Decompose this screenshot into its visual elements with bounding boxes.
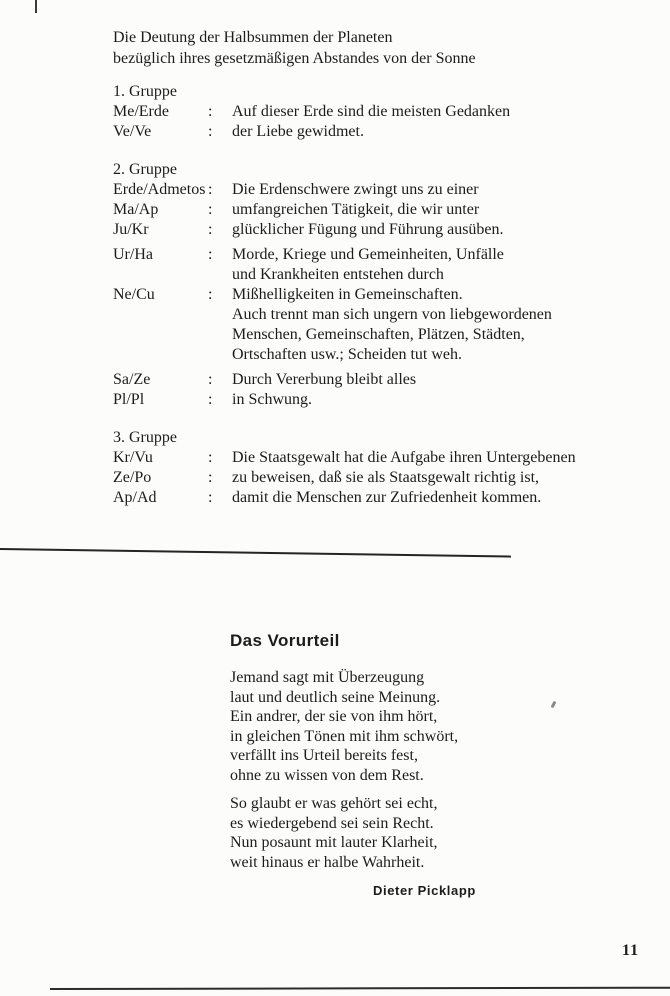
description-cell bbox=[232, 102, 658, 122]
group-label: 1. Gruppe bbox=[113, 83, 177, 100]
colon-cell: : bbox=[208, 371, 213, 388]
table-row bbox=[113, 102, 658, 122]
description-line: Die Staatsgewalt hat die Aufgabe ihren Untergebenen bbox=[232, 449, 576, 466]
group-block bbox=[113, 245, 658, 365]
poem-stanza bbox=[230, 668, 560, 785]
description-line: damit die Menschen zur Zufriedenheit kommen. bbox=[232, 489, 542, 506]
scan-artifact-tick bbox=[35, 0, 37, 13]
poem-author: Dieter Picklapp bbox=[373, 883, 476, 898]
description-cell bbox=[232, 488, 658, 508]
table-row bbox=[113, 122, 658, 142]
colon-cell: : bbox=[208, 221, 213, 238]
term-cell: Ze/Po bbox=[113, 469, 152, 486]
group-block bbox=[113, 448, 658, 508]
description-line: glücklicher Fügung und Führung ausüben. bbox=[232, 221, 504, 238]
description-cell bbox=[232, 285, 658, 365]
page-number: 11 bbox=[622, 942, 640, 959]
interpretation-group bbox=[113, 159, 658, 410]
term-cell: Ve/Ve bbox=[113, 123, 152, 140]
term-cell: Ap/Ad bbox=[113, 489, 157, 506]
group-label: 3. Gruppe bbox=[113, 429, 177, 446]
term-cell: Erde/Admetos bbox=[113, 181, 206, 198]
description-line: der Liebe gewidmet. bbox=[232, 123, 364, 140]
group-label: 2. Gruppe bbox=[113, 161, 177, 178]
poem-section bbox=[230, 630, 560, 898]
interpretation-group bbox=[113, 81, 658, 142]
interpretation-group bbox=[113, 427, 658, 508]
description-cell bbox=[232, 390, 658, 410]
colon-cell: : bbox=[208, 489, 213, 506]
colon-cell: : bbox=[208, 201, 213, 218]
poem-line: Nun posaunt mit lauter Klarheit, bbox=[230, 834, 438, 851]
table-row bbox=[113, 245, 658, 285]
table-row bbox=[113, 220, 658, 240]
page-bottom-edge-line bbox=[50, 987, 670, 990]
poem-title: Das Vorurteil bbox=[230, 631, 340, 650]
description-cell bbox=[232, 468, 658, 488]
description-cell bbox=[232, 122, 658, 142]
poem-line: weit hinaus er halbe Wahrheit. bbox=[230, 853, 425, 871]
poem-line: laut und deutlich seine Meinung. bbox=[230, 688, 441, 706]
group-block bbox=[113, 180, 658, 240]
interpretation-groups bbox=[113, 81, 658, 508]
colon-cell: : bbox=[208, 469, 213, 486]
table-row bbox=[113, 180, 658, 200]
term-cell: Sa/Ze bbox=[113, 371, 151, 388]
term-cell: Ne/Cu bbox=[113, 286, 155, 303]
group-block bbox=[113, 370, 658, 410]
description-line: Menschen, Gemeinschaften, Plätzen, Städten, bbox=[232, 326, 525, 343]
description-cell bbox=[232, 245, 658, 285]
term-cell: Ju/Kr bbox=[113, 221, 149, 238]
term-cell: Me/Erde bbox=[113, 103, 169, 120]
document-title-line: Die Deutung der Halbsummen der Planeten bbox=[113, 29, 393, 46]
colon-cell: : bbox=[208, 286, 213, 303]
colon-cell: : bbox=[208, 246, 213, 263]
description-line: Durch Vererbung bleibt alles bbox=[232, 371, 417, 388]
poem-line: es wiedergebend sei sein Recht. bbox=[230, 814, 434, 832]
section-divider-line bbox=[0, 548, 511, 558]
group-block bbox=[113, 102, 658, 142]
term-cell: Pl/Pl bbox=[113, 391, 145, 408]
poem-line: verfällt ins Urteil bereits fest, bbox=[230, 747, 418, 764]
poem-line: So glaubt er was gehört sei echt, bbox=[230, 795, 438, 812]
description-line: Auch trennt man sich ungern von liebgewordenen bbox=[232, 306, 552, 323]
description-cell bbox=[232, 370, 658, 390]
description-line: in Schwung. bbox=[232, 391, 312, 408]
table-row bbox=[113, 390, 658, 410]
description-line: Morde, Kriege und Gemeinheiten, Unfälle bbox=[232, 246, 504, 263]
description-line: Auf dieser Erde sind die meisten Gedanken bbox=[232, 103, 511, 120]
poem-line: ohne zu wissen von dem Rest. bbox=[230, 766, 424, 784]
description-cell bbox=[232, 220, 658, 240]
colon-cell: : bbox=[208, 181, 213, 198]
description-cell bbox=[232, 200, 658, 220]
table-row bbox=[113, 285, 658, 365]
colon-cell: : bbox=[208, 123, 213, 140]
description-line: zu beweisen, daß sie als Staatsgewalt richtig ist, bbox=[232, 469, 540, 486]
table-row bbox=[113, 200, 658, 220]
table-row bbox=[113, 488, 658, 508]
poem-stanzas bbox=[230, 668, 560, 872]
colon-cell: : bbox=[208, 449, 213, 466]
poem-line: Jemand sagt mit Überzeugung bbox=[230, 669, 425, 686]
description-cell bbox=[232, 448, 658, 468]
poem-line: Ein andrer, der sie von ihm hört, bbox=[230, 708, 438, 725]
description-line: Die Erdenschwere zwingt uns zu einer bbox=[232, 181, 479, 198]
term-cell: Ma/Ap bbox=[113, 201, 159, 218]
colon-cell: : bbox=[208, 391, 213, 408]
description-line: umfangreichen Tätigkeit, die wir unter bbox=[232, 201, 480, 218]
document-title-line: bezüglich ihres gesetzmäßigen Abstandes von der Sonne bbox=[113, 50, 476, 67]
description-line: Ortschaften usw.; Scheiden tut weh. bbox=[232, 346, 463, 363]
description-cell bbox=[232, 180, 658, 200]
interpretation-section bbox=[113, 27, 658, 508]
colon-cell: : bbox=[208, 103, 213, 120]
term-cell: Kr/Vu bbox=[113, 449, 153, 466]
description-line: und Krankheiten entstehen durch bbox=[232, 266, 444, 283]
table-row bbox=[113, 370, 658, 390]
table-row bbox=[113, 448, 658, 468]
poem-stanza bbox=[230, 794, 560, 872]
table-row bbox=[113, 468, 658, 488]
term-cell: Ur/Ha bbox=[113, 246, 153, 263]
description-line: Mißhelligkeiten in Gemeinschaften. bbox=[232, 286, 463, 303]
poem-line: in gleichen Tönen mit ihm schwört, bbox=[230, 727, 459, 745]
